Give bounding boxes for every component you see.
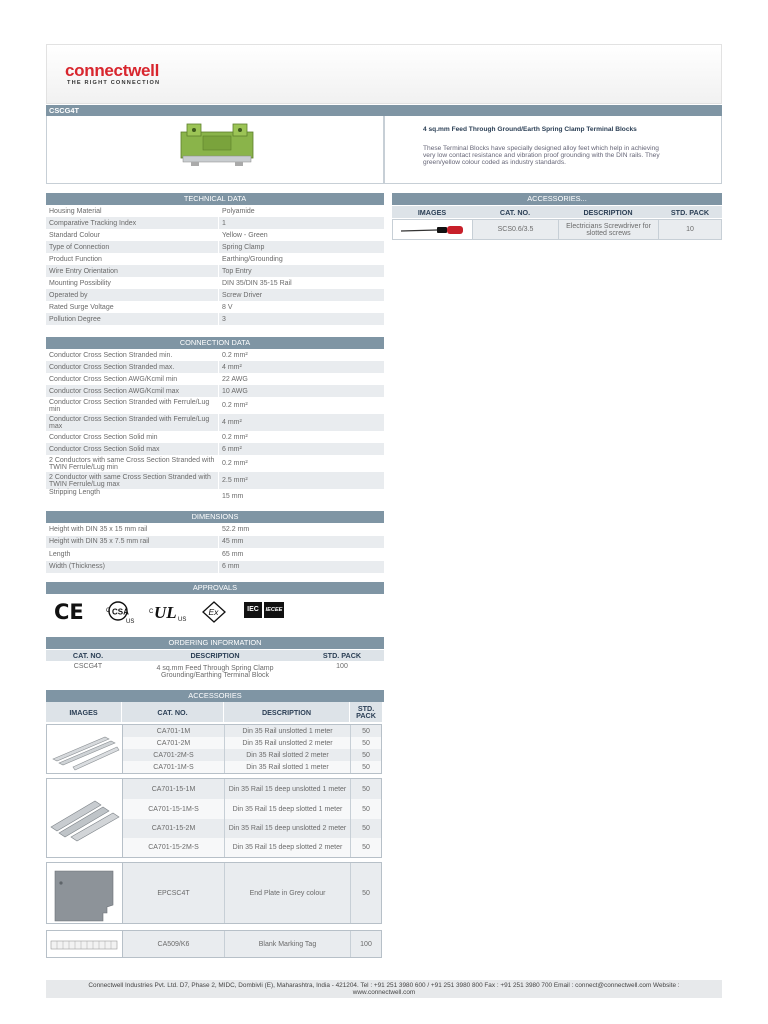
table-row xyxy=(46,313,384,325)
row-label: Housing Material xyxy=(49,207,102,215)
technical-data-table xyxy=(46,205,384,325)
table-row xyxy=(123,725,381,737)
accessory-std-pack: 50 xyxy=(362,763,370,771)
accessory-description: Blank Marking Tag xyxy=(225,931,351,957)
connection-data-header: CONNECTION DATA xyxy=(46,337,384,349)
ul-mark-text: UL xyxy=(154,603,177,622)
product-code-bar xyxy=(46,105,722,116)
row-label: Comparative Tracking Index xyxy=(49,219,137,227)
row-label: Product Function xyxy=(49,255,102,263)
row-value: 1 xyxy=(218,217,384,229)
row-value: 65 mm xyxy=(218,548,384,561)
table-row xyxy=(46,241,384,253)
accessory-description: Din 35 Rail slotted 1 meter xyxy=(225,761,351,773)
accessories-right-table-header xyxy=(392,206,722,218)
accessory-description: Din 35 Rail unslotted 2 meter xyxy=(225,737,351,749)
col-std-pack: STD. PACK xyxy=(322,651,362,660)
screwdriver-icon xyxy=(397,222,469,238)
table-row xyxy=(46,349,384,361)
table-row xyxy=(123,863,381,923)
end-plate-image xyxy=(47,863,123,923)
table-row xyxy=(46,265,384,277)
accessory-std-pack: 50 xyxy=(362,844,370,851)
col-description: DESCRIPTION xyxy=(190,651,240,660)
approvals-header: APPROVALS xyxy=(46,582,384,594)
table-row xyxy=(46,536,384,549)
table-row xyxy=(46,548,384,561)
table-row xyxy=(46,414,384,431)
row-value: Polyamide xyxy=(218,205,384,217)
footer-address: Connectwell Industries Pvt. Ltd. D7, Phase 2, MIDC, Dombivli (E), Maharashtra, India - 421204. Tel : +91 251 3980 600 / +91 251 3980 800 Fax : +91 251 3980 700 Email : connect@connectwell.com Website : xyxy=(88,982,680,989)
accessories-table-header xyxy=(46,702,382,722)
ordering-row xyxy=(46,662,384,682)
col-images: IMAGES xyxy=(46,702,122,722)
row-value: 45 mm xyxy=(218,536,384,549)
dimensions-table xyxy=(46,523,384,573)
iec-mark-icon: IEC xyxy=(244,602,262,618)
row-label: Conductor Cross Section Solid min xyxy=(49,433,158,441)
accessory-description: Din 35 Rail slotted 2 meter xyxy=(225,749,351,761)
table-row xyxy=(46,443,384,455)
iecee-mark-icon: IECEE xyxy=(264,602,284,618)
accessory-std-pack: 50 xyxy=(362,889,370,897)
accessory-std-pack: 50 xyxy=(362,825,370,832)
end-plate-icon xyxy=(47,863,123,923)
product-description-box xyxy=(384,116,722,184)
row-value: 4 mm² xyxy=(218,361,384,373)
row-value: Spring Clamp xyxy=(218,241,384,253)
marking-tag-image xyxy=(47,931,123,957)
ul-us-text: US xyxy=(178,617,187,623)
table-row xyxy=(46,523,384,536)
din-rail-image xyxy=(47,725,123,773)
technical-data-header: TECHNICAL DATA xyxy=(46,193,384,205)
col-description: DESCRIPTION xyxy=(224,702,350,722)
ul-mark-icon xyxy=(150,602,194,626)
accessory-group-marking-tag xyxy=(46,930,382,958)
accessory-cat-no: CA701-15-2M-S xyxy=(123,838,225,857)
din-rail-icon xyxy=(47,725,123,773)
row-value: 0.2 mm² xyxy=(218,397,384,414)
table-row xyxy=(123,819,381,838)
accessory-cat-no: CA701-2M xyxy=(123,737,225,749)
table-row xyxy=(46,455,384,472)
row-value: 6 mm² xyxy=(218,443,384,455)
table-row xyxy=(46,217,384,229)
table-row xyxy=(46,229,384,241)
ordering-std-pack: 100 xyxy=(336,663,348,670)
row-value: 8 V xyxy=(218,301,384,313)
table-row xyxy=(46,253,384,265)
table-row xyxy=(46,301,384,313)
accessory-cat-no: EPCSC4T xyxy=(123,863,225,923)
table-row xyxy=(123,799,381,819)
ordering-cat-no: CSCG4T xyxy=(73,663,103,670)
row-value: 15 mm xyxy=(218,489,384,504)
accessory-cat-no: CA701-15-1M-S xyxy=(123,799,225,819)
page-header xyxy=(46,44,722,104)
accessory-description: Din 35 Rail 15 deep slotted 1 meter xyxy=(225,799,351,819)
atex-ex-text: Ex xyxy=(208,607,219,617)
row-label: 2 Conductor with same Cross Section Stranded with TWIN Ferrule/Lug max xyxy=(49,473,211,488)
row-value: 0.2 mm² xyxy=(218,455,384,472)
row-label: Conductor Cross Section Stranded max. xyxy=(49,363,175,371)
table-row xyxy=(46,205,384,217)
table-row xyxy=(123,838,381,857)
accessory-std-pack: 50 xyxy=(362,727,370,735)
accessory-group-din-rail-15 xyxy=(46,778,382,858)
col-images: IMAGES xyxy=(417,207,447,217)
row-label: Conductor Cross Section Stranded with Ferrule/Lug max xyxy=(49,415,210,430)
accessory-std-pack: 100 xyxy=(360,940,372,948)
row-label: Rated Surge Voltage xyxy=(49,303,114,311)
table-row xyxy=(46,561,384,574)
row-value: DIN 35/DIN 35-15 Rail xyxy=(218,277,384,289)
accessory-std-pack: 50 xyxy=(362,739,370,747)
accessory-group-end-plate xyxy=(46,862,382,924)
accessory-cat-no: CA701-15-2M xyxy=(123,819,225,838)
csa-c-text: C xyxy=(106,608,111,614)
connection-data-table xyxy=(46,349,384,504)
accessory-cat-no: CA701-1M xyxy=(123,725,225,737)
accessory-cat-no: CA509/K6 xyxy=(123,931,225,957)
accessory-rows xyxy=(123,931,381,957)
screwdriver-image xyxy=(393,220,473,239)
accessory-description: End Plate in Grey colour xyxy=(225,863,351,923)
terminal-block-image xyxy=(47,116,385,184)
accessories-header: ACCESSORIES xyxy=(46,690,384,702)
table-row xyxy=(123,931,381,957)
atex-ex-icon xyxy=(202,601,228,625)
row-label: Height with DIN 35 x 7.5 mm rail xyxy=(49,538,150,546)
table-row xyxy=(46,385,384,397)
accessory-cat-no: CA701-15-1M xyxy=(123,779,225,799)
row-value: 6 mm xyxy=(218,561,384,574)
accessory-cat-no: SCS0.6/3.5 xyxy=(473,220,559,239)
row-value: 22 AWG xyxy=(218,373,384,385)
din-rail-15-image xyxy=(47,779,123,857)
csa-us-text: US xyxy=(126,619,135,625)
table-row xyxy=(123,749,381,761)
row-label: Width (Thickness) xyxy=(49,563,106,571)
row-label: Type of Connection xyxy=(49,243,110,251)
product-description: These Terminal Blocks have specially designed alloy feet which help in achieving very low contact resistance and vibration proof grounding with the DIN rails. They green/yellow colour coded as industry standards. xyxy=(423,145,660,166)
row-value: 4 mm² xyxy=(218,414,384,431)
row-value: Screw Driver xyxy=(218,289,384,301)
col-cat-no: CAT. NO. xyxy=(499,207,531,217)
table-row xyxy=(46,373,384,385)
col-cat-no: CAT. NO. xyxy=(72,651,104,660)
row-label: Height with DIN 35 x 15 mm rail xyxy=(49,525,148,533)
ordering-info-header: ORDERING INFORMATION xyxy=(46,637,384,649)
col-cat-no: CAT. NO. xyxy=(122,702,224,722)
marking-tag-icon xyxy=(47,931,123,957)
row-label: Conductor Cross Section Stranded min. xyxy=(49,351,173,359)
row-label: Conductor Cross Section Stranded with Ferrule/Lug min xyxy=(49,398,210,413)
product-image-box xyxy=(46,116,384,184)
accessory-description: Din 35 Rail 15 deep slotted 2 meter xyxy=(225,838,351,857)
brand-logo: connectwell xyxy=(65,61,160,80)
page-footer xyxy=(46,980,722,998)
row-value: Top Entry xyxy=(218,265,384,277)
row-value: 0.2 mm² xyxy=(218,349,384,361)
row-label: Stripping Length xyxy=(49,489,100,496)
row-label: Pollution Degree xyxy=(49,315,101,323)
table-row xyxy=(46,361,384,373)
accessory-cat-no: CA701-1M-S xyxy=(123,761,225,773)
col-description: DESCRIPTION xyxy=(583,207,633,217)
table-row xyxy=(123,779,381,799)
brand-tagline: THE RIGHT CONNECTION xyxy=(67,80,161,86)
accessory-rows xyxy=(123,725,381,773)
din-rail-15-icon xyxy=(47,779,123,857)
ordering-description: 4 sq.mm Feed Through Spring Clamp Grounding/Earthing Terminal Block xyxy=(156,665,274,679)
footer-website: www.connectwell.com xyxy=(352,989,416,996)
accessory-description: Din 35 Rail unslotted 1 meter xyxy=(225,725,351,737)
row-label: Conductor Cross Section AWG/Kcmil max xyxy=(49,387,180,395)
accessories-right-header: ACCESSORIES... xyxy=(392,193,722,205)
csa-mark-text: CSA xyxy=(112,607,129,617)
row-label: Standard Colour xyxy=(49,231,100,239)
table-row xyxy=(123,761,381,773)
accessory-group-din-rail xyxy=(46,724,382,774)
table-row xyxy=(123,737,381,749)
row-label: 2 Conductors with same Cross Section Stranded with TWIN Ferrule/Lug min xyxy=(49,456,215,471)
row-label: Mounting Possibility xyxy=(49,279,111,287)
accessory-cat-no: CA701-2M-S xyxy=(123,749,225,761)
row-label: Conductor Cross Section Solid max xyxy=(49,445,160,453)
ordering-table-header xyxy=(46,650,384,661)
table-row xyxy=(46,489,384,504)
dimensions-header: DIMENSIONS xyxy=(46,511,384,523)
row-label: Length xyxy=(49,550,71,558)
accessory-description: Electricians Screwdriver for slotted screws xyxy=(559,220,659,239)
table-row xyxy=(46,277,384,289)
col-std-pack: STD. PACK xyxy=(356,704,376,720)
row-label: Wire Entry Orientation xyxy=(49,267,118,275)
accessory-std-pack: 10 xyxy=(659,220,721,239)
table-row xyxy=(46,472,384,489)
row-value: 3 xyxy=(218,313,384,325)
accessory-description: Din 35 Rail 15 deep unslotted 2 meter xyxy=(225,819,351,838)
accessory-description: Din 35 Rail 15 deep unslotted 1 meter xyxy=(225,779,351,799)
table-row xyxy=(46,397,384,414)
ul-c-text: C xyxy=(149,609,154,615)
product-code: CSCG4T xyxy=(49,106,79,115)
row-value: Yellow - Green xyxy=(218,229,384,241)
col-std-pack: STD. PACK xyxy=(670,207,710,217)
accessory-std-pack: 50 xyxy=(362,751,370,759)
row-value: 10 AWG xyxy=(218,385,384,397)
product-title: 4 sq.mm Feed Through Ground/Earth Spring Clamp Terminal Blocks xyxy=(423,126,637,133)
ce-mark-icon: CE xyxy=(54,600,84,624)
row-value: Earthing/Grounding xyxy=(218,253,384,265)
row-label: Conductor Cross Section AWG/Kcmil min xyxy=(49,375,178,383)
table-row xyxy=(46,289,384,301)
row-value: 2.5 mm² xyxy=(218,472,384,489)
approvals-marks xyxy=(46,596,384,632)
row-value: 0.2 mm² xyxy=(218,431,384,443)
csa-mark-icon xyxy=(106,600,138,626)
row-label: Operated by xyxy=(49,291,88,299)
accessory-right-row xyxy=(392,219,722,240)
accessory-rows xyxy=(123,863,381,923)
row-value: 52.2 mm xyxy=(218,523,384,536)
accessory-rows xyxy=(123,779,381,857)
accessory-std-pack: 50 xyxy=(362,785,370,793)
table-row xyxy=(46,431,384,443)
accessory-std-pack: 50 xyxy=(362,805,370,813)
